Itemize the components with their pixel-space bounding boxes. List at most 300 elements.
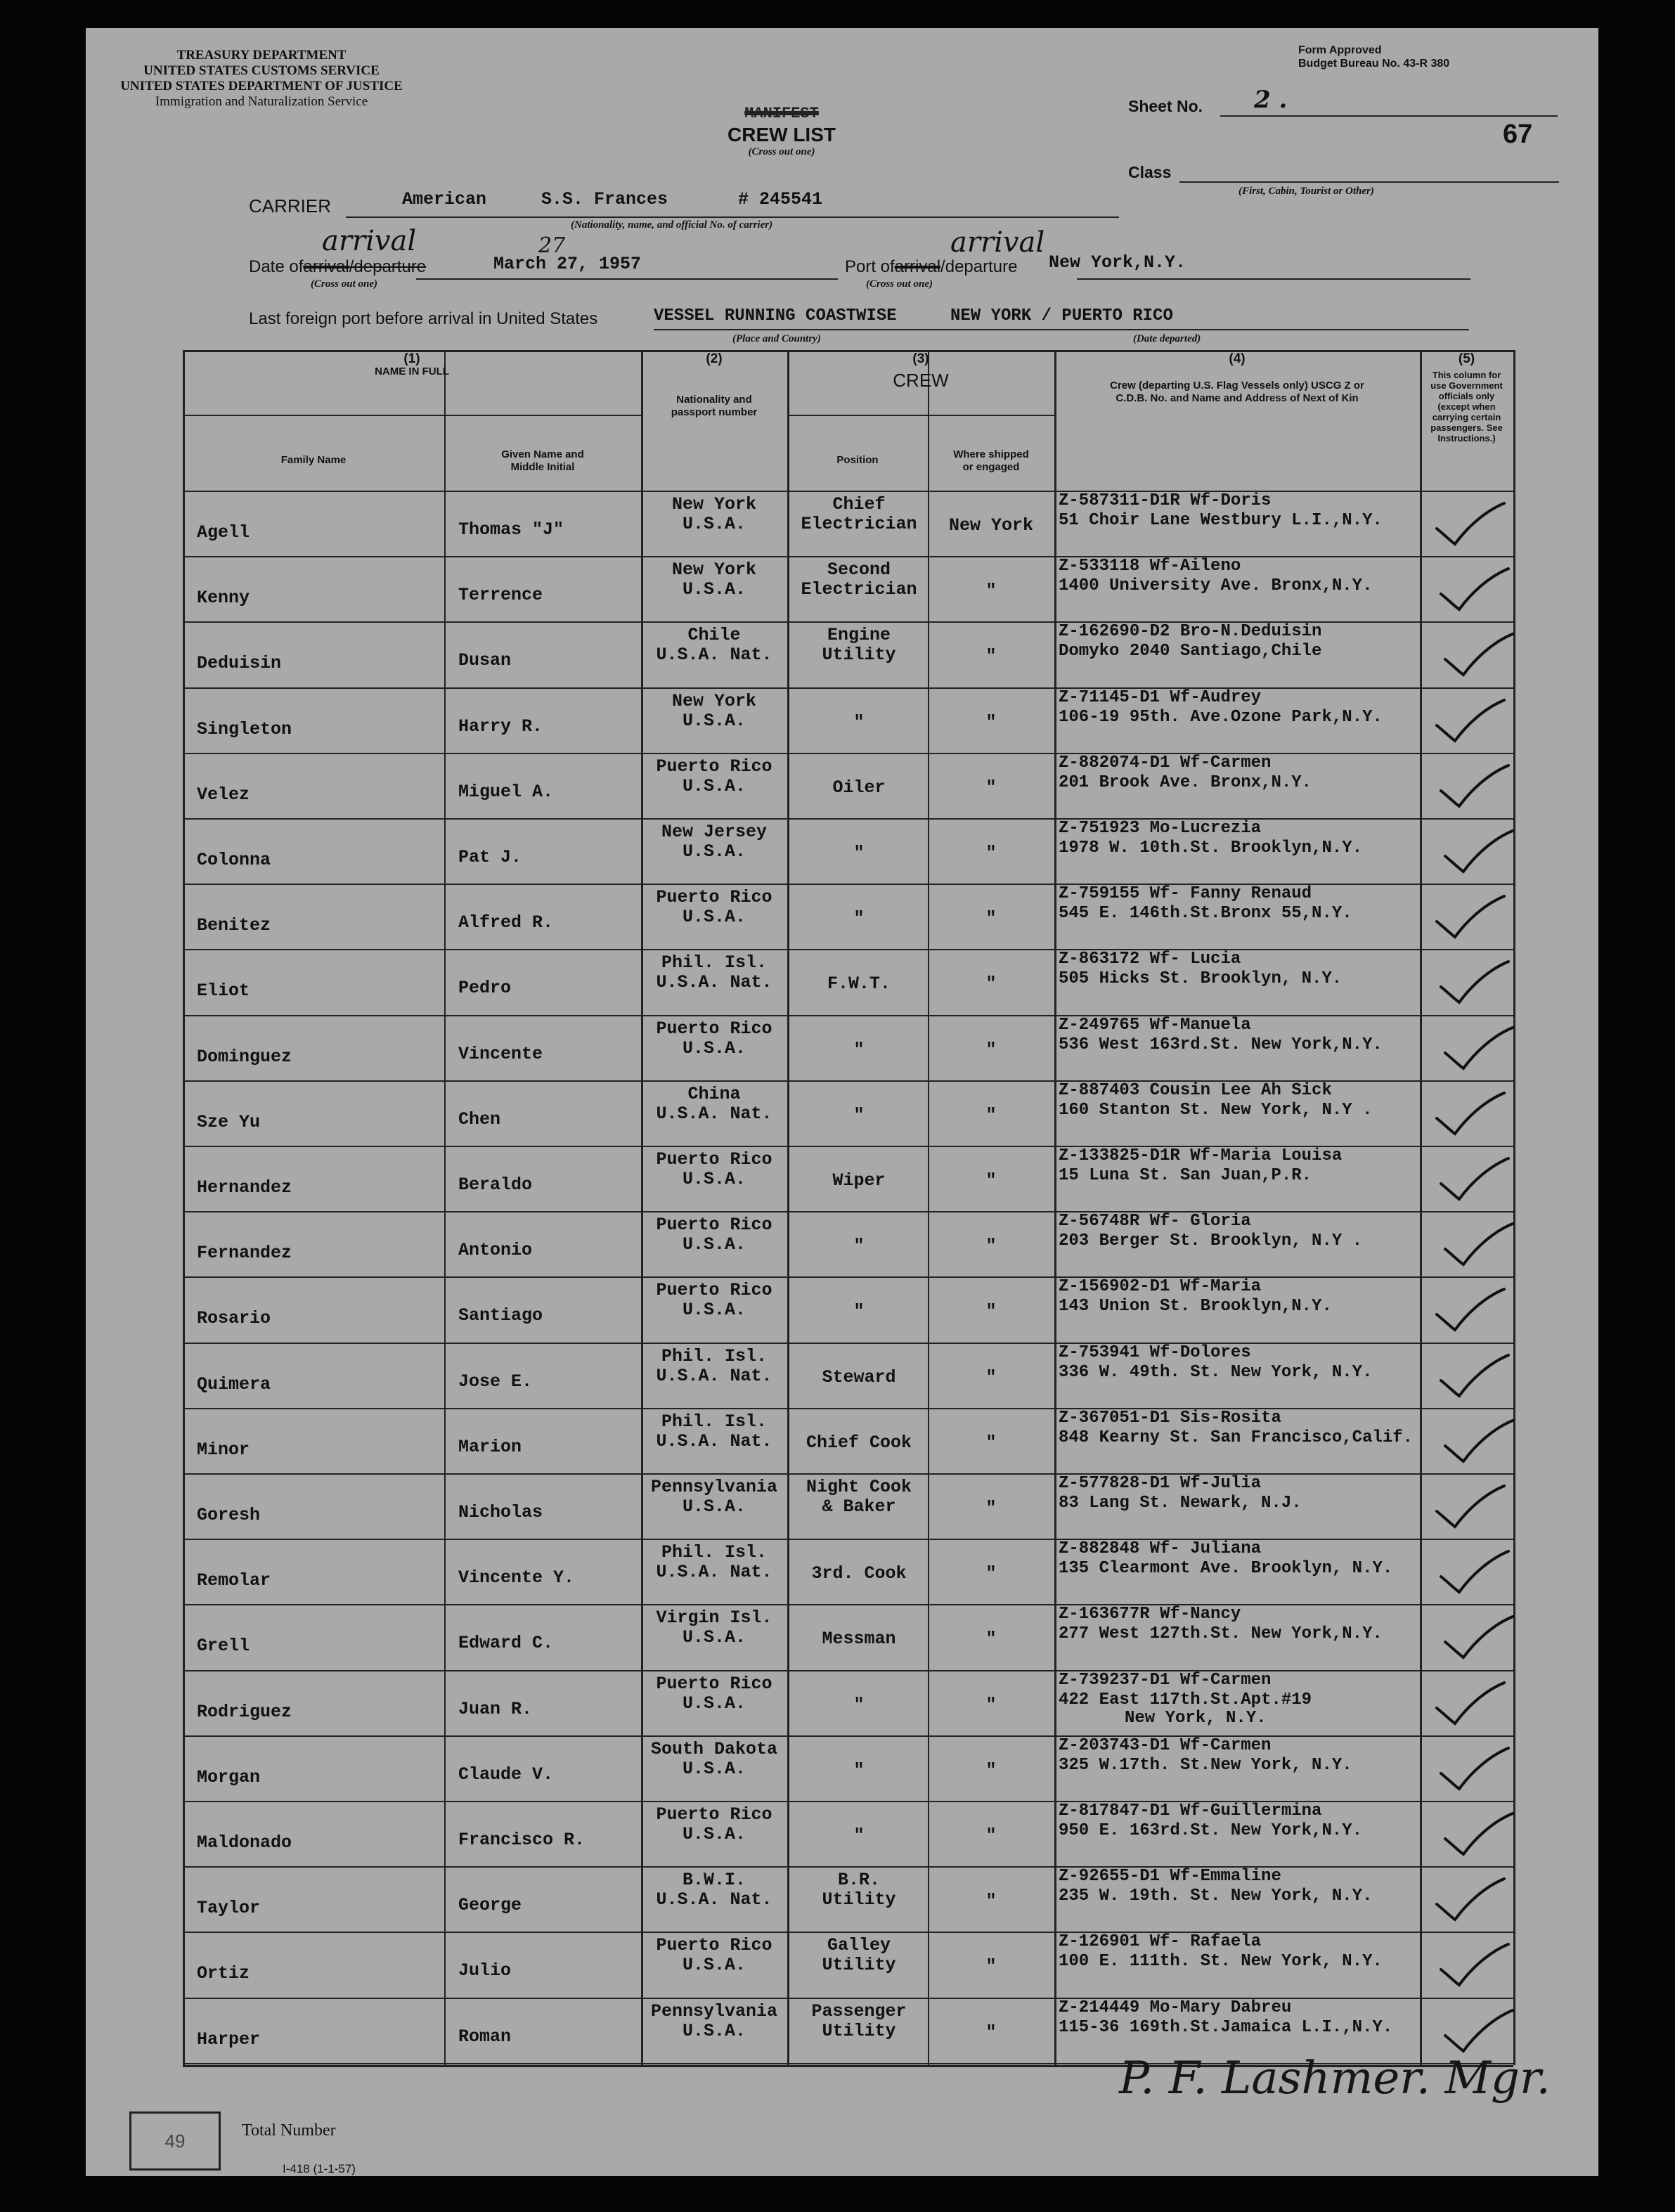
col3-number: (3) [912,351,929,366]
total-number-box [129,2111,221,2171]
carrier-note: (Nationality, name, and official No. of carrier) [571,219,773,231]
given-name: Pat J. [458,847,522,867]
carrier-official-no: # 245541 [738,189,823,209]
table-row [183,1146,1513,1211]
kin-line-1: Z-817847-D1 Wf-Guillermina [1059,1802,1322,1820]
given-name: Alfred R. [458,912,554,933]
position-line-1: " [853,908,865,929]
position-line-1: 3rd. Cook [811,1563,907,1584]
position-line-1: Chief [832,494,886,515]
given-name: Antonio [458,1240,533,1261]
kin-line-1: Z-882848 Wf- Juliana [1059,1539,1262,1559]
table-row [183,491,1513,556]
position-line-1: " [853,843,865,863]
nationality-line-2: U.S.A. Nat. [656,1889,772,1910]
kin-line-2: 15 Luna St. San Juan,P.R. [1059,1166,1312,1185]
kin-line-2: 336 W. 49th. St. New York, N.Y. [1059,1362,1373,1382]
given-name-header: Given Name and Middle Initial [501,448,584,473]
port-handwritten: arrival [950,226,1045,259]
table-row [183,1670,1513,1735]
kin-line-1: Z-71145-D1 Wf-Audrey [1059,687,1262,707]
kin-line-1: Z-882074-D1 Wf-Carmen [1059,753,1272,772]
check-mark-icon [1440,631,1517,684]
nationality-line-1: Puerto Rico [656,1215,772,1236]
nationality-line-2: U.S.A. [682,1758,746,1779]
table-row [183,1408,1513,1473]
check-mark-icon [1431,500,1508,553]
family-name: Quimera [197,1373,271,1395]
agency-block [93,48,430,110]
given-name: Julio [458,1960,512,1981]
nationality-line-1: New Jersey [661,822,768,842]
given-name: Dusan [458,650,512,671]
nationality-line-1: South Dakota [650,1738,778,1759]
col5-title: This column for use Government officials only (except when carrying certain passengers. See Instructions.) [1430,370,1503,444]
check-mark-icon [1440,1614,1517,1667]
shipped-from: " [985,1236,997,1257]
nationality-line-2: U.S.A. Nat. [656,1562,772,1583]
table-row [183,1343,1513,1408]
kin-line-1: Z-533118 Wf-Aileno [1059,557,1241,576]
nationality-line-2: U.S.A. [682,579,746,600]
kin-line-2: 848 Kearny St. San Francisco,Calif. [1059,1428,1414,1447]
position-line-1: Wiper [832,1170,886,1191]
position-line-2: Utility [822,1889,896,1910]
col4-number: (4) [1229,351,1246,366]
date-label [249,257,426,277]
table-row [183,818,1513,884]
table-row [183,621,1513,687]
nationality-line-2: U.S.A. [682,775,746,796]
nationality-line-1: Puerto Rico [656,1935,772,1956]
shipped-from: " [985,1301,997,1322]
date-label-struck: arrival [303,257,349,276]
last-port-value: VESSEL RUNNING COASTWISE [654,306,897,325]
family-name: Deduisin [197,653,282,674]
nationality-line-2: U.S.A. [682,1496,746,1517]
kin-line-2: 235 W. 19th. St. New York, N.Y. [1059,1887,1373,1906]
nationality-line-1: New York [671,494,757,515]
nationality-line-1: Virgin Isl. [656,1608,772,1629]
position-line-1: Oiler [832,777,886,798]
check-mark-icon [1435,1156,1513,1208]
form-number: I-418 (1-1-57) [283,2162,356,2175]
table-row [183,1735,1513,1801]
kin-line-2: 115-36 169th.St.Jamaica L.I.,N.Y. [1059,2017,1393,2037]
nationality-line-2: U.S.A. [682,1300,746,1321]
family-name: Remolar [197,1570,271,1591]
check-mark-icon [1435,1352,1513,1405]
check-mark-icon [1440,1811,1517,1863]
shipped-from: " [985,1432,997,1453]
kin-line-1: Z-203743-D1 Wf-Carmen [1059,1735,1272,1755]
table-row [183,1276,1513,1342]
position-line-1: Passenger [811,2000,907,2022]
given-name: Roman [458,2026,512,2047]
shipped-from: " [985,646,997,667]
given-name: Edward C. [458,1633,554,1654]
family-name: Goresh [197,1505,261,1525]
kin-line-1: Z-739237-D1 Wf-Carmen [1059,1670,1272,1690]
shipped-from: " [985,1366,997,1388]
given-name: Harry R. [458,716,543,737]
position-line-1: Galley [827,1935,891,1956]
nationality-line-1: Puerto Rico [656,887,772,908]
family-name: Rodriguez [197,1701,292,1722]
shipped-from: " [985,777,997,798]
kin-line-1: Z-753941 Wf-Dolores [1059,1343,1251,1362]
family-name: Sze Yu [197,1111,261,1132]
col5-number: (5) [1458,351,1475,366]
family-name: Grell [197,1636,250,1657]
given-name: Terrence [458,585,543,606]
kin-line-2: Domyko 2040 Santiago,Chile [1059,642,1322,661]
kin-line-1: Z-133825-D1R Wf-Maria Louisa [1059,1146,1343,1165]
given-name: Vincente Y. [458,1567,575,1589]
nationality-line-2: U.S.A. [682,841,746,862]
agency-line: TREASURY DEPARTMENT [176,48,347,63]
position-line-2: Utility [822,1955,896,1976]
carrier-nationality: American [402,189,487,209]
family-name: Harper [197,2029,261,2050]
family-name: Rosario [197,1308,271,1329]
port-label-pre: Port of [845,257,895,276]
position-line-1: " [853,711,865,732]
family-name-header: Family Name [280,454,347,466]
nationality-line-2: U.S.A. [682,1234,746,1255]
nationality-line-1: Phil. Isl. [661,1345,768,1366]
total-number-label: Total Number [242,2121,336,2140]
table-row [183,1539,1513,1604]
agency-line: UNITED STATES CUSTOMS SERVICE [143,63,380,78]
col1-header [183,353,641,378]
position-line-1: " [853,1236,865,1257]
nationality-line-1: New York [671,560,757,581]
nationality-line-1: Puerto Rico [656,1280,772,1301]
port-note: (Cross out one) [866,278,933,290]
date-label-post: /departure [349,257,427,276]
kin-line-2: 143 Union St. Brooklyn,N.Y. [1059,1297,1332,1317]
nationality-line-1: Pennsylvania [650,2000,778,2022]
nationality-line-1: Chile [687,625,741,646]
nationality-line-1: Puerto Rico [656,1018,772,1039]
doc-title: CREW LIST [727,124,836,145]
position-line-1: " [853,1104,865,1125]
total-number-value: 49 [164,2130,186,2152]
col4-header [1054,353,1420,405]
shipped-from: " [985,1825,997,1846]
table-row [183,884,1513,949]
page-number: 67 [1503,119,1533,149]
shipped-from: " [985,1956,997,1977]
nationality-line-2: U.S.A. [682,1627,746,1648]
given-name: Francisco R. [458,1830,586,1850]
kin-line-2: 100 E. 111th. St. New York, N.Y. [1059,1952,1383,1972]
port-label-post: /departure [940,257,1018,276]
check-mark-icon [1435,763,1513,815]
table-row [183,949,1513,1014]
kin-line-1: Z-367051-D1 Sis-Rosita [1059,1408,1281,1428]
nationality-line-1: B.W.I. [682,1870,746,1891]
family-name: Agell [197,522,250,543]
shipped-from: " [985,1629,997,1650]
given-name: Beraldo [458,1175,533,1195]
family-name: Colonna [197,850,271,870]
col2-header [641,353,787,419]
given-name: Marion [458,1436,522,1457]
kin-line-2: 135 Clearmont Ave. Brooklyn, N.Y. [1059,1559,1393,1579]
shipped-from: " [985,581,997,602]
table-row [183,1015,1513,1080]
shipped-from: " [985,1104,997,1125]
check-mark-icon [1435,1941,1513,1994]
check-mark-icon [1440,1221,1517,1274]
nationality-line-1: China [687,1083,741,1104]
table-row [183,753,1513,818]
family-name: Velez [197,784,250,805]
nationality-line-1: Puerto Rico [656,1673,772,1694]
sheet-label: Sheet No. [1128,97,1203,115]
shipped-from: " [985,1759,997,1780]
shipped-from: " [985,1891,997,1912]
form-approved-text: Form Approved [1298,44,1382,56]
position-line-1: Chief Cook [806,1432,912,1453]
position-line-1: " [853,1301,865,1322]
position-line-1: B.R. [837,1870,880,1891]
family-name: Ortiz [197,1963,250,1984]
position-line-1: " [853,1694,865,1715]
kin-line-1: Z-249765 Wf-Manuela [1059,1015,1251,1035]
shipped-from: " [985,1039,997,1060]
crew-list-document [86,28,1598,2176]
title-block [676,104,887,158]
nationality-line-2: U.S.A. Nat. [656,1103,772,1124]
position-line-2: Electrician [801,514,917,534]
last-port-value-2: NEW YORK / PUERTO RICO [950,306,1173,325]
family-name: Eliot [197,981,250,1002]
kin-line-2: 160 Stanton St. New York, N.Y . [1059,1100,1373,1120]
kin-line-1: Z-156902-D1 Wf-Maria [1059,1277,1262,1297]
kin-line-2: 1978 W. 10th.St. Brooklyn,N.Y. [1059,839,1363,858]
shipped-from: " [985,1694,997,1715]
family-name: Minor [197,1439,250,1460]
check-mark-icon [1431,1286,1508,1339]
date-note: (Cross out one) [311,278,378,290]
kin-line-2: 203 Berger St. Brooklyn, N.Y . [1059,1231,1363,1251]
kin-line-1: Z-577828-D1 Wf-Julia [1059,1474,1262,1493]
position-line-1: " [853,1825,865,1846]
nationality-line-2: U.S.A. [682,907,746,928]
class-label: Class [1128,163,1172,181]
kin-line-1: Z-162690-D2 Bro-N.Deduisin [1059,622,1322,642]
check-mark-icon [1431,893,1508,946]
agency-line: Immigration and Naturalization Service [155,94,368,109]
nationality-line-2: U.S.A. [682,710,746,731]
kin-line-1: Z-887403 Cousin Lee Ah Sick [1059,1080,1332,1100]
table-row [183,1211,1513,1276]
position-line-1: F.W.T. [827,974,891,995]
carrier-label: CARRIER [249,195,332,216]
position-line-2: Utility [822,2020,896,2041]
date-handwritten: arrival [322,225,417,257]
position-line-1: Night Cook [806,1477,912,1497]
nationality-line-2: U.S.A. [682,1169,746,1189]
kin-line-2: 83 Lang St. Newark, N.J. [1059,1494,1302,1513]
col2-number: (2) [706,351,723,366]
shipped-from: New York [948,515,1034,536]
position-line-1: " [853,1039,865,1060]
nationality-line-2: U.S.A. [682,1824,746,1844]
position-line-2: Utility [822,645,896,666]
check-mark-icon [1431,1876,1508,1929]
nationality-line-1: Pennsylvania [650,1477,778,1497]
kin-line-1: Z-587311-D1R Wf-Doris [1059,491,1272,510]
class-note: (First, Cabin, Tourist or Other) [1239,186,1374,197]
col3-title: CREW [893,370,949,391]
agency-line: UNITED STATES DEPARTMENT OF JUSTICE [120,79,403,93]
given-name: Santiago [458,1305,543,1326]
check-mark-icon [1435,566,1513,619]
signature: P. F. Lashmer. Mgr. [1119,2052,1551,2104]
table-row [183,687,1513,753]
port-value: New York,N.Y. [1049,252,1186,273]
table-row [183,1801,1513,1866]
date-value: March 27, 1957 [493,254,642,274]
shipped-from: " [985,1170,997,1191]
col2-title: Nationality and passport number [671,394,758,418]
nationality-line-1: Puerto Rico [656,1804,772,1825]
shipped-from: " [985,843,997,863]
nationality-line-2: U.S.A. Nat. [656,645,772,666]
family-name: Morgan [197,1766,261,1787]
family-name: Fernandez [197,1243,292,1264]
kin-line-2: 505 Hicks St. Brooklyn, N.Y. [1059,969,1343,989]
position-line-1: Messman [822,1629,896,1650]
port-label [845,257,1017,277]
kin-line-2: 325 W.17th. St.New York, N.Y. [1059,1755,1352,1775]
kin-line-1: Z-163677R Wf-Nancy [1059,1605,1241,1624]
date-label-pre: Date of [249,257,304,276]
shipped-from: " [985,1563,997,1584]
given-name: George [458,1895,522,1916]
kin-line-2: 106-19 95th. Ave.Ozone Park,N.Y. [1059,707,1383,727]
carrier-vessel: S.S. Frances [541,189,668,209]
shipped-header: Where shipped or engaged [953,448,1029,473]
budget-bureau-text: Budget Bureau No. 43-R 380 [1298,58,1450,70]
kin-line-1: Z-751923 Mo-Lucrezia [1059,819,1262,838]
last-port-label: Last foreign port before arrival in United States [249,309,598,328]
form-approval [1298,44,1449,70]
family-name: Maldonado [197,1832,292,1853]
check-mark-icon [1431,1680,1508,1733]
kin-line-2: 536 West 163rd.St. New York,N.Y. [1059,1035,1383,1054]
kin-line-1: Z-863172 Wf- Lucia [1059,950,1241,969]
nationality-line-2: U.S.A. Nat. [656,1430,772,1451]
family-name: Singleton [197,718,292,739]
table-row [183,1866,1513,1932]
nationality-line-1: Puerto Rico [656,756,772,777]
nationality-line-2: U.S.A. Nat. [656,972,772,993]
given-name: Pedro [458,978,512,999]
check-mark-icon [1431,1090,1508,1143]
kin-line-1: Z-92655-D1 Wf-Emmaline [1059,1867,1281,1887]
date-handwritten-day: 27 [538,233,566,258]
shipped-from: " [985,908,997,929]
check-mark-icon [1440,1418,1517,1470]
kin-line-1: Z-759155 Wf- Fanny Renaud [1059,884,1312,904]
nationality-line-1: Phil. Isl. [661,1542,768,1563]
kin-line-3: New York, N.Y. [1125,1708,1267,1728]
kin-line-2: 201 Brook Ave. Bronx,N.Y. [1059,772,1312,792]
position-line-1: Engine [827,625,891,646]
nationality-line-1: New York [671,690,757,711]
col3-header [787,351,1054,391]
kin-line-1: Z-126901 Wf- Rafaela [1059,1932,1262,1952]
nationality-line-1: Phil. Isl. [661,1411,768,1432]
given-name: Thomas "J" [458,519,564,540]
nationality-line-2: U.S.A. [682,1037,746,1059]
family-name: Benitez [197,915,271,936]
family-name: Taylor [197,1898,261,1919]
nationality-line-1: Puerto Rico [656,1149,772,1170]
position-line-1: Second [827,560,891,581]
shipped-from: " [985,711,997,732]
shipped-from: " [985,1498,997,1518]
col5-header [1420,353,1513,444]
shipped-from: " [985,2022,997,2043]
kin-line-2: 51 Choir Lane Westbury L.I.,N.Y. [1059,511,1383,530]
nationality-line-2: U.S.A. [682,514,746,534]
position-line-2: Electrician [801,579,917,600]
family-name: Dominguez [197,1046,292,1067]
table-row [183,1932,1513,1997]
given-name: Miguel A. [458,781,554,802]
given-name: Jose E. [458,1371,533,1392]
shipped-from: " [985,974,997,995]
table-row [183,1080,1513,1146]
check-mark-icon [1440,828,1517,881]
position-line-1: Steward [822,1366,896,1388]
nationality-line-2: U.S.A. Nat. [656,1365,772,1386]
table-row [183,1473,1513,1539]
position-header: Position [836,454,879,466]
sheet-number: 2 . [1254,86,1288,114]
col1-number: (1) [403,351,420,366]
check-mark-icon [1431,1483,1508,1536]
kin-line-2: 422 East 117th.St.Apt.#19 [1059,1690,1312,1709]
col4-title: Crew (departing U.S. Flag Vessels only) USCG Z or C.D.B. No. and Name and Address of Next of Kin [1110,380,1364,404]
kin-line-2: 545 E. 146th.St.Bronx 55,N.Y. [1059,904,1352,924]
kin-line-2: 1400 University Ave. Bronx,N.Y. [1059,576,1373,596]
check-mark-icon [1440,1025,1517,1078]
place-note: (Place and Country) [732,333,821,344]
check-mark-icon [1431,697,1508,750]
family-name: Hernandez [197,1177,292,1198]
port-label-struck: arrival [894,257,941,276]
given-name: Chen [458,1108,501,1130]
date-departed-note: (Date departed) [1133,333,1201,344]
nationality-line-2: U.S.A. [682,1955,746,1976]
nationality-line-1: Phil. Isl. [661,952,768,974]
position-line-2: & Baker [822,1496,896,1517]
kin-line-1: Z-56748R Wf- Gloria [1059,1212,1251,1231]
check-mark-icon [1435,1745,1513,1798]
given-name: Vincente [458,1043,543,1064]
col1-title: NAME IN FULL [375,366,449,377]
kin-line-2: 277 West 127th.St. New York,N.Y. [1059,1624,1383,1644]
check-mark-icon [1435,959,1513,1011]
given-name: Juan R. [458,1698,533,1719]
